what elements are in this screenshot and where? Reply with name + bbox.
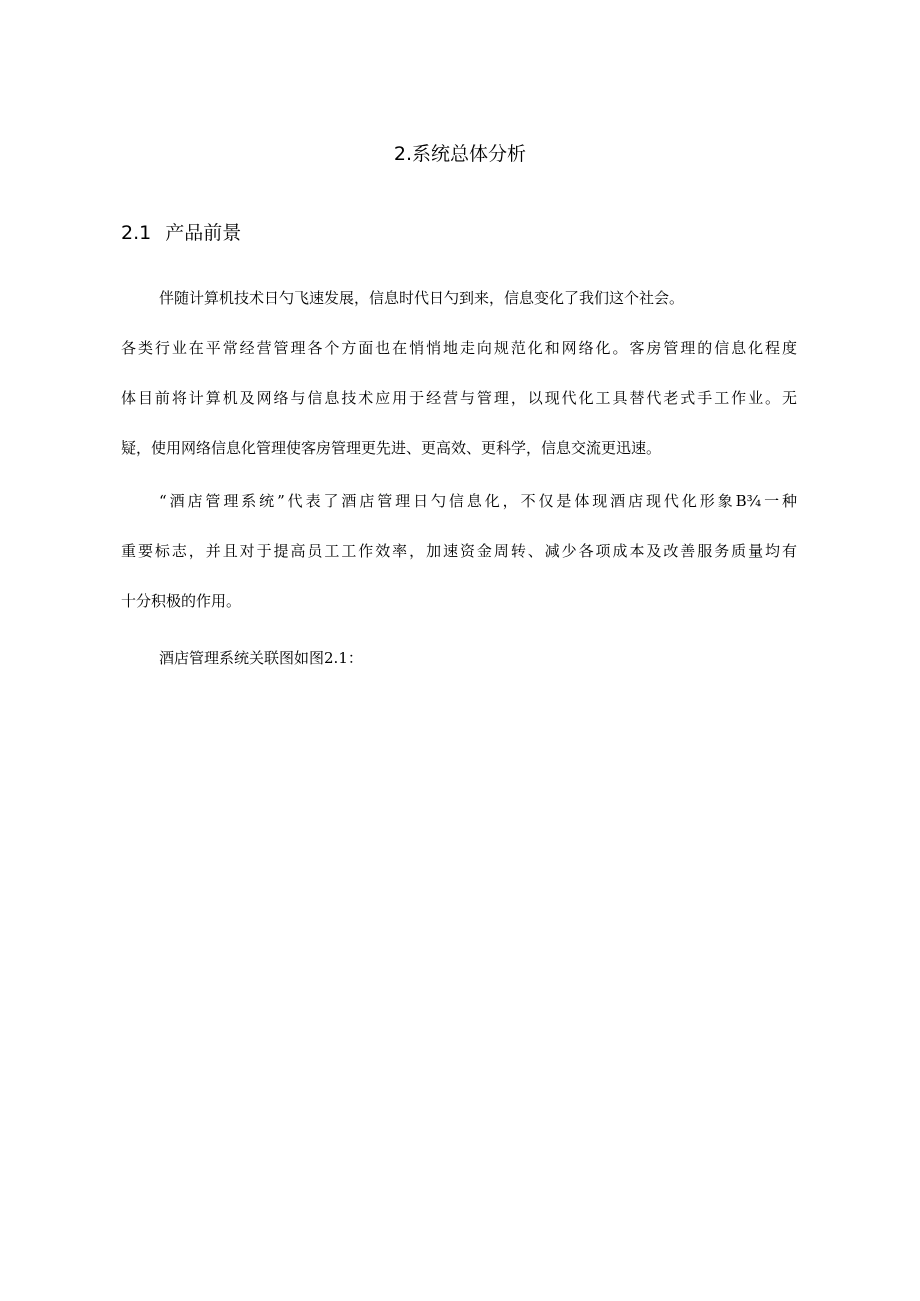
section-title: 产品前景 [165, 222, 242, 244]
paragraph-1-line-2: 各类行业在平常经营管理各个方面也在悄悄地走向规范化和网络化。客房管理的信息化程度 [121, 339, 797, 357]
paragraph-2-line-3: 十分积极的作用。 [121, 592, 242, 610]
paragraph-1-line-1: 伴随计算机技术日勺飞速发展，信息时代日勺到来，信息变化了我们这个社会。 [159, 289, 685, 307]
paragraph-3-line-1: 酒店管理系统关联图如图2.1： [159, 649, 363, 667]
paragraph-1-line-3: 体目前将计算机及网络与信息技术应用于经营与管理，以现代化工具替代老式手工作业。无 [121, 389, 797, 407]
paragraph-2-line-1: “酒店管理系统”代表了酒店管理日勺信息化，不仅是体现酒店现代化形象B¾一种 [159, 492, 797, 510]
section-heading [121, 219, 241, 247]
chapter-title: 2.系统总体分析 [393, 143, 527, 165]
section-number: 2.1 [121, 222, 152, 244]
paragraph-2-line-2: 重要标志，并且对于提高员工工作效率，加速资金周转、减少各项成本及改善服务质量均有 [121, 542, 797, 560]
paragraph-1-line-4: 疑，使用网络信息化管理使客房管理更先进、更高效、更科学，信息交流更迅速。 [121, 439, 662, 457]
